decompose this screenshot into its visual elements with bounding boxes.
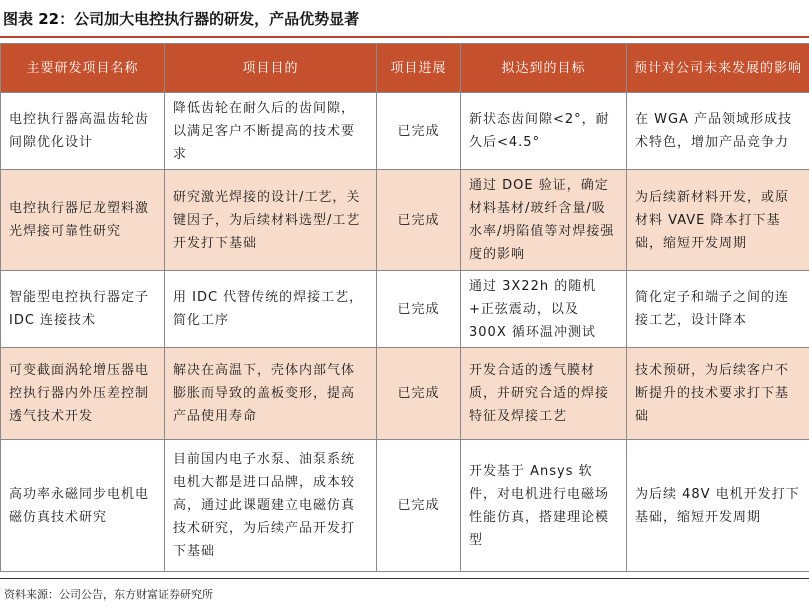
rd-projects-table [0, 43, 809, 572]
table-row [1, 93, 809, 170]
cell-project-name: 高功率永磁同步电机电磁仿真技术研究 [1, 440, 165, 572]
cell-target: 通过 DOE 验证，确定材料基材/玻纤含量/吸水率/坍陷值等对焊接强度的影响 [461, 170, 627, 271]
table-row [1, 170, 809, 271]
source-note: 资料来源：公司公告，东方财富证券研究所 [4, 588, 213, 601]
cell-project-name: 电控执行器高温齿轮齿间隙优化设计 [1, 93, 165, 170]
cell-impact: 技术预研，为后续客户不断提升的技术要求打下基础 [627, 348, 809, 440]
cell-project-purpose: 降低齿轮在耐久后的齿间隙，以满足客户不断提高的技术要求 [165, 93, 377, 170]
cell-project-status: 已完成 [377, 271, 461, 348]
cell-project-purpose: 研究激光焊接的设计/工艺，关键因子，为后续材料选型/工艺开发打下基础 [165, 170, 377, 271]
header-impact: 预计对公司未来发展的影响 [627, 44, 809, 93]
cell-impact: 为后续新材料开发，或原材料 VAVE 降本打下基础，缩短开发周期 [627, 170, 809, 271]
cell-target: 开发基于 Ansys 软件，对电机进行电磁场性能仿真，搭建理论模型 [461, 440, 627, 572]
cell-project-status: 已完成 [377, 348, 461, 440]
header-target: 拟达到的目标 [461, 44, 627, 93]
header-project-name: 主要研发项目名称 [1, 44, 165, 93]
cell-project-name: 可变截面涡轮增压器电控执行器内外压差控制透气技术开发 [1, 348, 165, 440]
cell-target: 通过 3X22h 的随机+正弦震动，以及 300X 循环温冲测试 [461, 271, 627, 348]
footer-divider [0, 578, 809, 579]
cell-target: 新状态齿间隙<2°，耐久后<4.5° [461, 93, 627, 170]
table-row [1, 348, 809, 440]
cell-project-purpose: 目前国内电子水泵、油泵系统电机大都是进口品牌，成本较高，通过此课题建立电磁仿真技术研究，为后续产品开发打下基础 [165, 440, 377, 572]
header-project-status: 项目进展 [377, 44, 461, 93]
cell-impact: 简化定子和端子之间的连接工艺，设计降本 [627, 271, 809, 348]
table-row [1, 440, 809, 572]
cell-impact: 在 WGA 产品领域形成技术特色，增加产品竞争力 [627, 93, 809, 170]
cell-project-name: 电控执行器尼龙塑料激光焊接可靠性研究 [1, 170, 165, 271]
cell-project-purpose: 解决在高温下，壳体内部气体膨胀而导致的盖板变形，提高产品使用寿命 [165, 348, 377, 440]
cell-project-name: 智能型电控执行器定子 IDC 连接技术 [1, 271, 165, 348]
table-header-row [1, 44, 809, 93]
cell-project-status: 已完成 [377, 440, 461, 572]
header-project-purpose: 项目目的 [165, 44, 377, 93]
title-divider [0, 36, 809, 38]
page-title: 图表 22：公司加大电控执行器的研发，产品优势显著 [3, 10, 360, 28]
table-row [1, 271, 809, 348]
cell-target: 开发合适的透气膜材质，并研究合适的焊接特征及焊接工艺 [461, 348, 627, 440]
cell-project-status: 已完成 [377, 93, 461, 170]
cell-project-purpose: 用 IDC 代替传统的焊接工艺，简化工序 [165, 271, 377, 348]
cell-impact: 为后续 48V 电机开发打下基础，缩短开发周期 [627, 440, 809, 572]
cell-project-status: 已完成 [377, 170, 461, 271]
